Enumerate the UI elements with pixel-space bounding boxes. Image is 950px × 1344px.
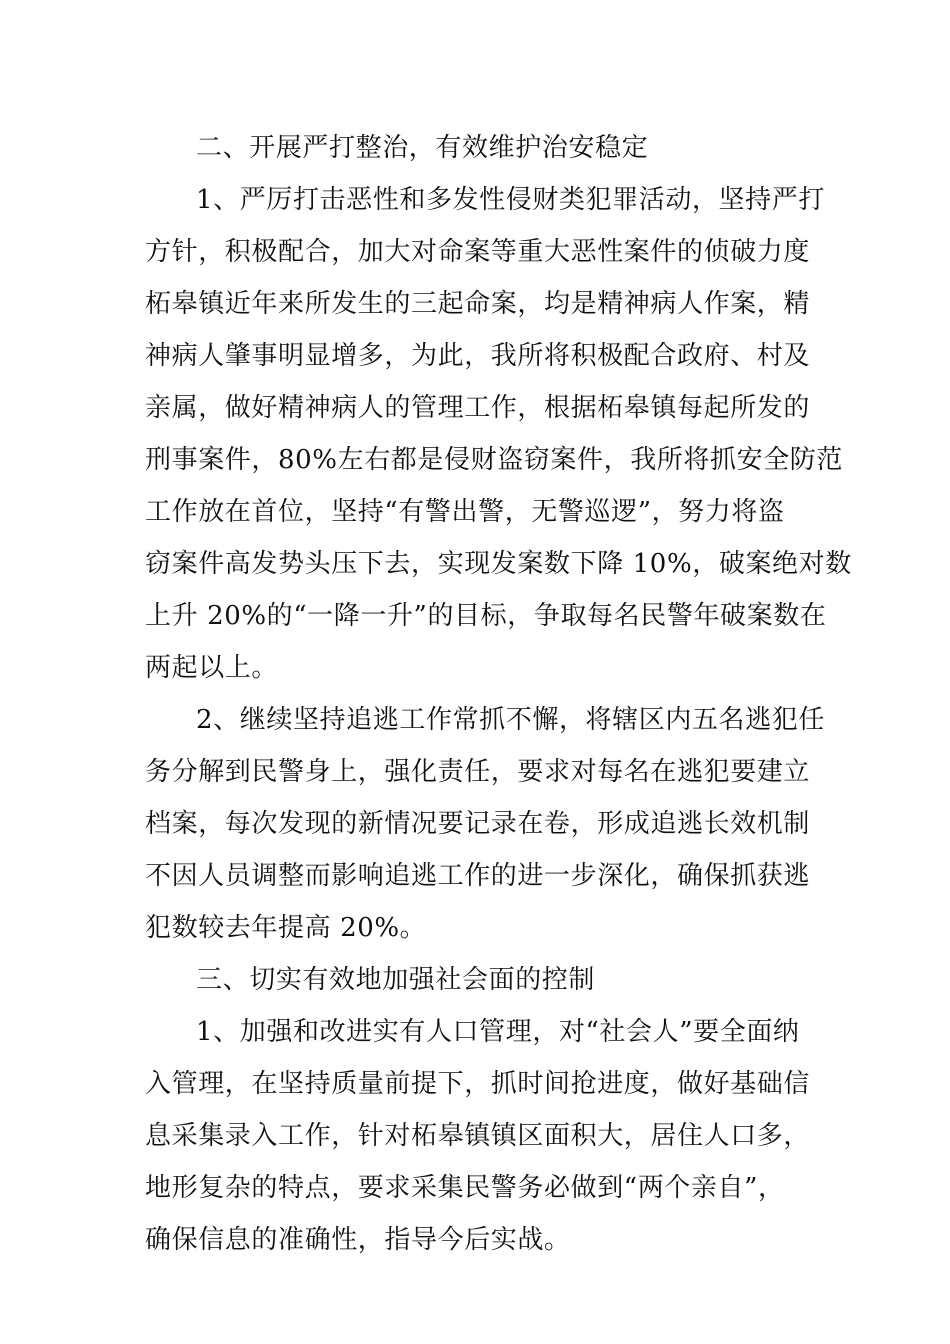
paragraph-line: 上升 20%的“一降一升”的目标，争取每名民警年破案数在	[145, 601, 827, 631]
paragraph-line: 亲属，做好精神病人的管理工作，根据柘皋镇每起所发的	[145, 393, 811, 423]
paragraph-line: 2、继续坚持追逃工作常抓不懈，将辖区内五名逃犯任	[196, 705, 825, 735]
paragraph-line: 务分解到民警身上，强化责任，要求对每名在逃犯要建立	[145, 757, 811, 787]
section-heading: 二、开展严打整治，有效维护治安稳定	[196, 133, 649, 163]
paragraph-line: 窃案件高发势头压下去，实现发案数下降 10%，破案绝对数	[145, 549, 852, 579]
paragraph-line: 入管理，在坚持质量前提下，抓时间抢进度，做好基础信	[145, 1069, 811, 1099]
paragraph-line: 柘皋镇近年来所发生的三起命案，均是精神病人作案，精	[145, 289, 811, 319]
paragraph-line: 两起以上。	[145, 653, 279, 683]
paragraph-line: 方针，积极配合，加大对命案等重大恶性案件的侦破力度	[145, 237, 811, 267]
paragraph-line: 息采集录入工作，针对柘皋镇镇区面积大，居住人口多，	[145, 1121, 811, 1151]
paragraph-line: 不因人员调整而影响追逃工作的进一步深化，确保抓获逃	[145, 861, 811, 891]
paragraph-line: 档案，每次发现的新情况要记录在卷，形成追逃长效机制	[145, 809, 811, 839]
paragraph-line: 地形复杂的特点，要求采集民警务必做到“两个亲自”，	[145, 1173, 785, 1203]
paragraph-line: 确保信息的准确性，指导今后实战。	[145, 1225, 571, 1255]
paragraph-line: 1、严厉打击恶性和多发性侵财类犯罪活动，坚持严打	[196, 185, 825, 215]
paragraph-line: 工作放在首位，坚持“有警出警，无警巡逻”，努力将盗	[145, 497, 785, 527]
paragraph-line: 犯数较去年提高 20%。	[145, 913, 427, 943]
paragraph-line: 神病人肇事明显增多，为此，我所将积极配合政府、村及	[145, 341, 811, 371]
paragraph-line: 1、加强和改进实有人口管理，对“社会人”要全面纳	[196, 1017, 800, 1047]
paragraph-line: 刑事案件，80%左右都是侵财盗窃案件，我所将抓安全防范	[145, 445, 843, 475]
section-heading: 三、切实有效地加强社会面的控制	[196, 965, 596, 995]
